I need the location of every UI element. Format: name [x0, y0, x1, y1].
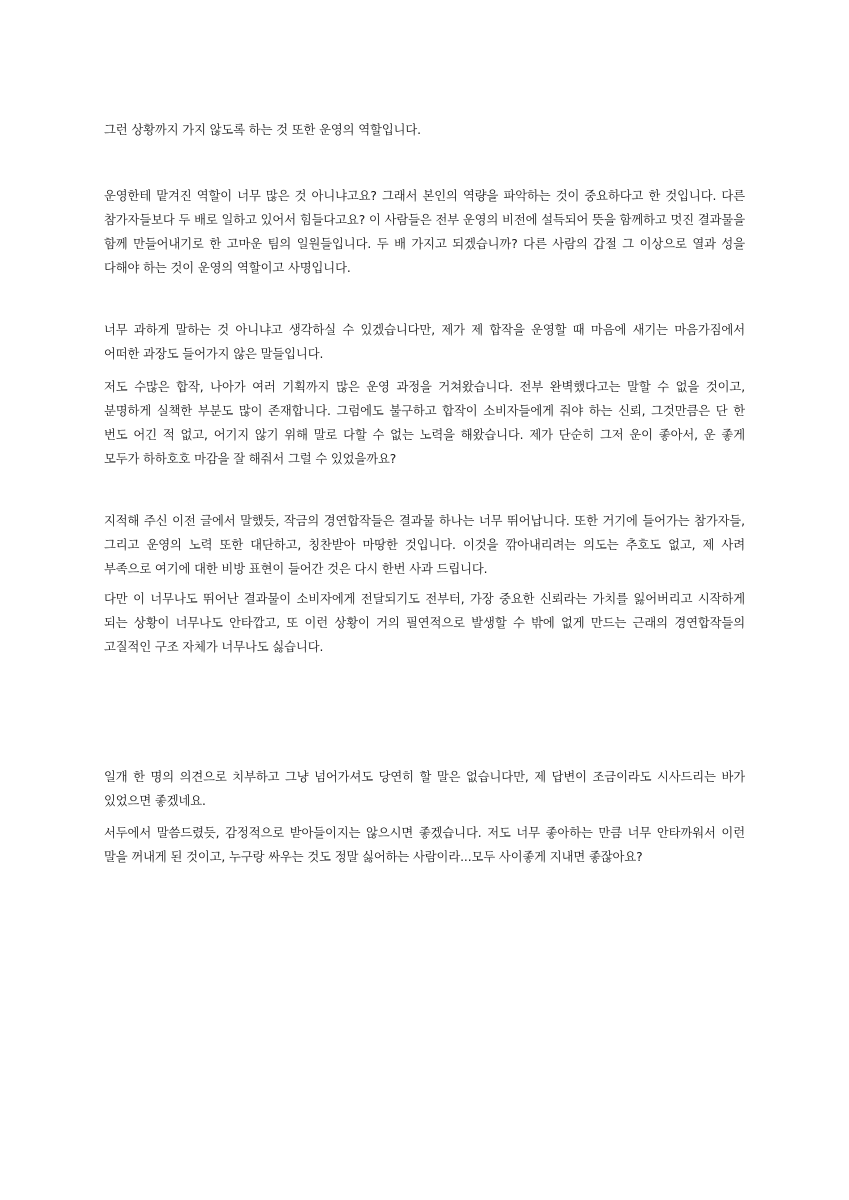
paragraph-5: 지적해 주신 이전 글에서 말했듯, 작금의 경연합작들은 결과물 하나는 너무 뛰어납니다. 또한 거기에 들어가는 참가자들, 그리고 운영의 노력 또한 대단하고, 칭찬받아 마땅한 것입니다. 이것을 깎아내리려는 의도는 추호도 없고, 제 사려 부족으로 여기에 대한 비방 표현이 들어간 것은 다시 한번 사과 드립니다.: [104, 514, 745, 576]
paragraph-7: 일개 한 명의 의견으로 치부하고 그냥 넘어가셔도 당연히 할 말은 없습니다만, 제 답변이 조금이라도 시사드리는 바가 있었으면 좋겠네요.: [104, 770, 745, 808]
paragraph-4: 저도 수많은 합작, 나아가 여러 기획까지 많은 운영 과정을 거쳐왔습니다. 전부 완벽했다고는 말할 수 없을 것이고, 분명하게 실책한 부분도 많이 존재합니다. 그럼에도 불구하고 합작이 소비자들에게 줘야 하는 신뢰, 그것만큼은 단 한 번도 어긴 적 없고, 어기지 않기 위해 말로 다할 수 없는 노력을 해왔습니다. 제가 단순히 그저 운이 좋아서, 운 좋게 모두가 하하호호 마감을 잘 해줘서 그럴 수 있었을까요?: [104, 380, 745, 466]
paragraph-6: 다만 이 너무나도 뛰어난 결과물이 소비자에게 전달되기도 전부터, 가장 중요한 신뢰라는 가치를 잃어버리고 시작하게 되는 상황이 너무나도 안타깝고, 또 이런 상황이 거의 필연적으로 발생할 수 밖에 없게 만드는 근래의 경연합작들의 고질적인 구조 자체가 너무나도 싫습니다.: [104, 592, 745, 654]
paragraph-1: 그런 상황까지 가지 않도록 하는 것 또한 운영의 역할입니다.: [104, 123, 421, 137]
paragraph-3: 너무 과하게 말하는 것 아니냐고 생각하실 수 있겠습니다만, 제가 제 합작을 운영할 때 마음에 새기는 마음가짐에서 어떠한 과장도 들어가지 않은 말들입니다.: [104, 323, 745, 361]
paragraph-2: 운영한테 맡겨진 역할이 너무 많은 것 아니냐고요? 그래서 본인의 역량을 파악하는 것이 중요하다고 한 것입니다. 다른 참가자들보다 두 배로 일하고 있어서 힘들다고요? 이 사람들은 전부 운영의 비전에 설득되어 뜻을 함께하고 멋진 결과물을 함께 만들어내기로 한 고마운 팀의 일원들입니다. 두 배 가지고 되겠습니까? 다른 사람의 갑절 그 이상으로 열과 성을 다해야 하는 것이 운영의 역할이고 사명입니다.: [104, 189, 745, 275]
paragraph-8: 서두에서 말씀드렸듯, 감정적으로 받아들이지는 않으시면 좋겠습니다. 저도 너무 좋아하는 만큼 너무 안타까워서 이런 말을 꺼내게 된 것이고, 누구랑 싸우는 것도 정말 싫어하는 사람이라...모두 사이좋게 지내면 좋잖아요?: [104, 826, 745, 864]
